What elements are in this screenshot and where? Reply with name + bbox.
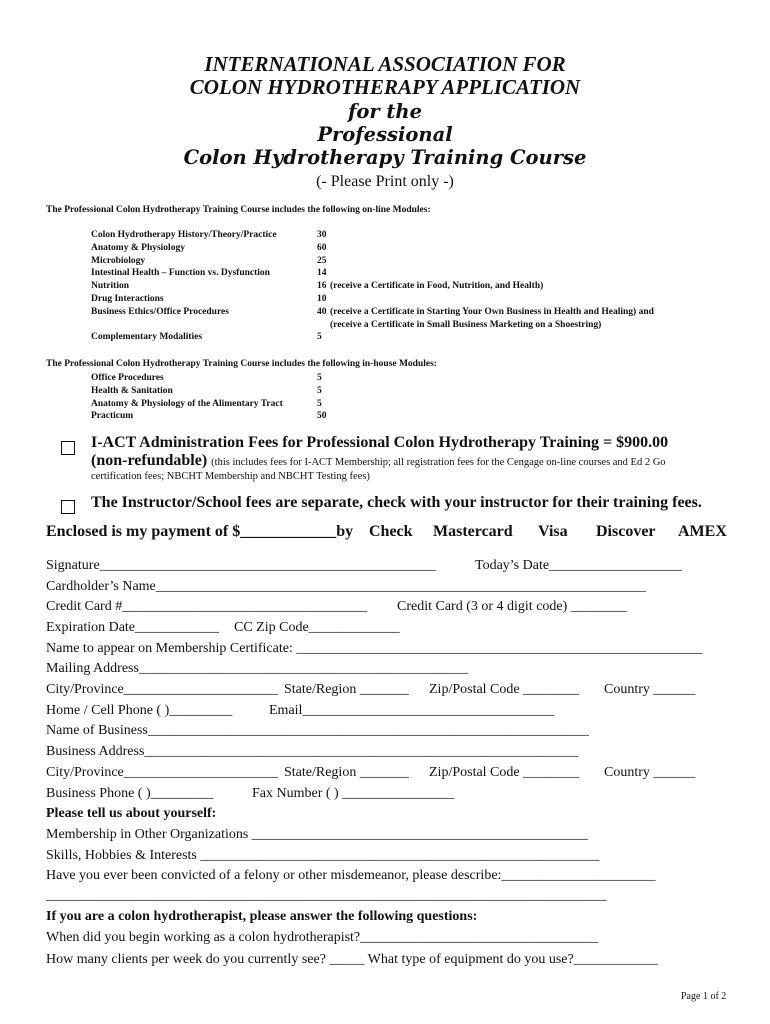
module-hours: 60: [317, 242, 327, 253]
module-hours: 5: [317, 332, 322, 343]
nonrefundable-label: (non-refundable): [91, 452, 208, 469]
payment-amount-field[interactable]: Enclosed is my payment of $____________by: [46, 523, 354, 540]
business-phone-field[interactable]: Business Phone ( )_________: [46, 786, 214, 801]
payment-row: [46, 523, 726, 543]
title-line-3: for the: [347, 100, 423, 123]
mailing-address-field[interactable]: Mailing Address_______________________________________________: [46, 661, 468, 676]
payment-option-amex[interactable]: AMEX: [678, 523, 727, 540]
instructor-fees-note: The Instructor/School fees are separate, check with your instructor for their training fees.: [91, 494, 702, 511]
module-hours: 16: [317, 281, 327, 292]
title-line-1: INTERNATIONAL ASSOCIATION FOR: [204, 52, 566, 76]
payment-option-check[interactable]: Check: [369, 523, 413, 540]
zip-field[interactable]: Zip/Postal Code ________: [429, 682, 580, 697]
module-name: Anatomy & Physiology of the Alimentary Tract: [91, 398, 283, 409]
business-phone-line: [46, 786, 455, 802]
fees-checkbox[interactable]: [61, 441, 75, 455]
module-hours: 25: [317, 255, 327, 266]
credit-card-line: [46, 599, 627, 615]
email-field[interactable]: Email____________________________________: [269, 703, 555, 718]
module-name: Office Procedures: [91, 373, 164, 383]
module-name: Intestinal Health – Function vs. Dysfunction: [91, 268, 270, 279]
hydrotherapist-questions-heading: If you are a colon hydrotherapist, please answer the following questions:: [46, 909, 478, 924]
module-name: Business Ethics/Office Procedures: [91, 306, 229, 317]
instructor-fees-checkbox[interactable]: [61, 500, 75, 514]
clients-equipment-field[interactable]: How many clients per week do you currently see? _____ What type of equipment do you use?____________: [46, 952, 658, 967]
online-modules-intro: The Professional Colon Hydrotherapy Training Course includes the following on-line Modules:: [46, 205, 431, 215]
payment-option-discover[interactable]: Discover: [596, 523, 656, 540]
business-zip-field[interactable]: Zip/Postal Code ________: [429, 765, 580, 780]
credit-card-number-field[interactable]: Credit Card #___________________________________: [46, 599, 368, 614]
module-name: Anatomy & Physiology: [91, 242, 185, 253]
signature-field[interactable]: Signature________________________________________________: [46, 558, 436, 573]
business-country-field[interactable]: Country ______: [604, 765, 696, 780]
about-yourself-heading: Please tell us about yourself:: [46, 806, 217, 821]
fees-title: I-ACT Administration Fees for Professional Colon Hydrotherapy Training = $900.00: [91, 434, 669, 451]
begin-working-field[interactable]: When did you begin working as a colon hydrotherapist?__________________________________: [46, 930, 599, 945]
membership-name-field[interactable]: Name to appear on Membership Certificate: __________________________________________________________: [46, 641, 703, 656]
signature-line: [46, 558, 683, 574]
module-note: (receive a Certificate in Food, Nutrition, and Health): [330, 281, 544, 292]
business-city-line: [46, 765, 696, 781]
business-address-field[interactable]: Business Address______________________________________________________________: [46, 744, 579, 759]
todays-date-field[interactable]: Today’s Date___________________: [475, 558, 683, 573]
payment-option-mastercard[interactable]: Mastercard: [433, 523, 513, 540]
module-hours: 5: [317, 373, 322, 383]
skills-field[interactable]: Skills, Hobbies & Interests _________________________________________________________: [46, 848, 600, 863]
fax-field[interactable]: Fax Number ( ) ________________: [252, 786, 455, 801]
module-hours: 10: [317, 293, 327, 304]
fees-detail-2: certification fees; NBCHT Membership and NBCHT Testing fees): [91, 471, 370, 482]
module-note: (receive a Certificate in Small Business Marketing on a Shoestring): [330, 319, 602, 330]
felony-field[interactable]: Have you ever been convicted of a felony or other misdemeanor, please describe:______________________: [46, 868, 656, 883]
home-phone-field[interactable]: Home / Cell Phone ( )_________: [46, 703, 233, 718]
page-number: Page 1 of 2: [681, 991, 727, 1002]
fees-detail-line: [91, 452, 666, 470]
city-field[interactable]: City/Province______________________: [46, 682, 278, 697]
module-hours: 5: [317, 398, 322, 409]
felony-field-continued[interactable]: ________________________________________________________________________________: [46, 888, 606, 903]
inhouse-modules-intro: The Professional Colon Hydrotherapy Training Course includes the following in-house Modules:: [46, 359, 437, 369]
module-hours: 5: [317, 385, 322, 396]
payment-option-visa[interactable]: Visa: [538, 523, 568, 540]
title-line-5: Colon Hydrotherapy Training Course: [183, 146, 587, 169]
module-name: Nutrition: [91, 281, 129, 292]
print-instruction: (- Please Print only -): [316, 173, 454, 190]
business-state-field[interactable]: State/Region _______: [284, 765, 409, 780]
cc-zip-field[interactable]: CC Zip Code_____________: [234, 620, 400, 635]
module-hours: 14: [317, 268, 327, 279]
business-city-field[interactable]: City/Province______________________: [46, 765, 278, 780]
title-line-4: Professional: [317, 123, 453, 146]
module-name: Complementary Modalities: [91, 332, 203, 343]
credit-card-code-field[interactable]: Credit Card (3 or 4 digit code) ________: [397, 599, 627, 614]
expiration-date-field[interactable]: Expiration Date____________: [46, 620, 220, 635]
module-hours: 30: [317, 230, 327, 240]
module-hours: 50: [317, 411, 327, 422]
business-name-field[interactable]: Name of Business_______________________________________________________________: [46, 723, 589, 738]
module-name: Microbiology: [91, 255, 146, 266]
module-name: Colon Hydrotherapy History/Theory/Practice: [91, 230, 277, 240]
fees-detail-1: (this includes fees for I-ACT Membership; all registration fees for the Cengage on-line courses and Ed 2 Go: [211, 457, 666, 468]
title-line-2: COLON HYDROTHERAPY APPLICATION: [189, 75, 581, 99]
cardholder-name-field[interactable]: Cardholder’s Name______________________________________________________________________: [46, 579, 646, 594]
module-name: Drug Interactions: [91, 293, 164, 304]
country-field[interactable]: Country ______: [604, 682, 696, 697]
address-city-line: [46, 682, 696, 698]
expiration-line: [46, 620, 400, 636]
module-name: Health & Sanitation: [91, 385, 173, 396]
state-field[interactable]: State/Region _______: [284, 682, 409, 697]
module-name: Practicum: [91, 411, 134, 422]
membership-orgs-field[interactable]: Membership in Other Organizations ________________________________________________: [46, 827, 588, 842]
phone-email-line: [46, 703, 555, 719]
module-note: (receive a Certificate in Starting Your Own Business in Health and Healing) and: [330, 306, 654, 317]
module-hours: 40: [317, 306, 327, 317]
